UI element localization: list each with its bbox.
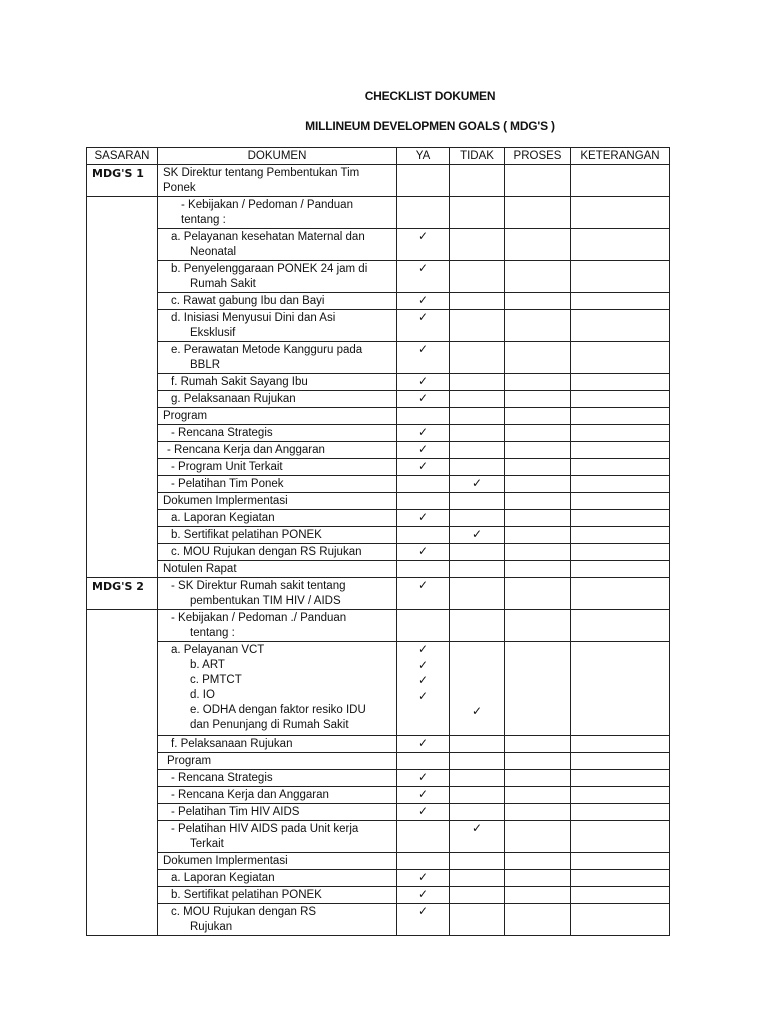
table-row <box>87 753 670 770</box>
sasaran-cell: MDG'S 2 <box>87 578 158 610</box>
dokumen-line: Notulen Rapat <box>163 563 237 575</box>
tidak-cell <box>450 229 505 261</box>
ya-cell <box>397 610 450 642</box>
keterangan-cell <box>571 870 670 887</box>
empty-mark <box>453 658 501 674</box>
tidak-cell <box>450 753 505 770</box>
table-header-row <box>87 148 670 165</box>
dokumen-line: b. Sertifikat pelatihan PONEK <box>171 529 322 541</box>
check-mark-icon: ✓ <box>417 293 429 307</box>
ya-cell <box>397 787 450 804</box>
ya-cell <box>397 887 450 904</box>
tidak-cell <box>450 642 505 736</box>
table-row <box>87 261 670 293</box>
ya-cell <box>397 229 450 261</box>
ya-cell <box>397 853 450 870</box>
dokumen-line: Eksklusif <box>190 327 236 339</box>
dokumen-line: Dokumen Implermentasi <box>163 855 288 867</box>
dokumen-line: f. Pelaksanaan Rujukan <box>171 738 293 750</box>
dokumen-line: - Rencana Strategis <box>171 427 273 439</box>
dokumen-cell <box>158 821 397 853</box>
table-row <box>87 887 670 904</box>
dokumen-line: dan Penunjang di Rumah Sakit <box>190 719 349 731</box>
keterangan-cell <box>571 165 670 197</box>
dokumen-line: BBLR <box>190 359 221 371</box>
keterangan-cell <box>571 408 670 425</box>
checklist-table <box>86 147 670 936</box>
table-row <box>87 493 670 510</box>
table-row <box>87 197 670 229</box>
dokumen-line: g. Pelaksanaan Rujukan <box>171 393 296 405</box>
keterangan-cell <box>571 510 670 527</box>
dokumen-line: Rumah Sakit <box>190 278 256 290</box>
empty-mark <box>453 673 501 689</box>
dokumen-cell <box>158 561 397 578</box>
dokumen-line: a. Laporan Kegiatan <box>171 872 275 884</box>
keterangan-cell <box>571 197 670 229</box>
tidak-cell <box>450 442 505 459</box>
table-row <box>87 293 670 310</box>
proses-cell <box>505 770 571 787</box>
dokumen-line: d. Inisiasi Menyusui Dini dan Asi <box>171 312 336 324</box>
dokumen-cell <box>158 787 397 804</box>
check-mark-icon: ✓ <box>417 578 429 592</box>
table-row <box>87 229 670 261</box>
proses-cell <box>505 544 571 561</box>
table-row <box>87 804 670 821</box>
proses-cell <box>505 904 571 936</box>
ya-cell <box>397 527 450 544</box>
table-row <box>87 853 670 870</box>
keterangan-cell <box>571 476 670 493</box>
tidak-cell <box>450 310 505 342</box>
table-row <box>87 904 670 936</box>
dokumen-line: - Rencana Kerja dan Anggaran <box>167 444 325 456</box>
check-mark-icon: ✓ <box>417 229 429 243</box>
proses-cell <box>505 610 571 642</box>
ya-cell <box>397 904 450 936</box>
table-row <box>87 459 670 476</box>
dokumen-cell <box>158 753 397 770</box>
proses-cell <box>505 821 571 853</box>
proses-cell <box>505 887 571 904</box>
tidak-cell <box>450 544 505 561</box>
dokumen-cell <box>158 310 397 342</box>
tidak-cell <box>450 425 505 442</box>
dokumen-cell <box>158 610 397 642</box>
tidak-cell <box>450 459 505 476</box>
dokumen-line: - Kebijakan / Pedoman / Panduan <box>181 199 353 211</box>
tidak-cell <box>450 561 505 578</box>
dokumen-line: c. MOU Rujukan dengan RS <box>171 906 317 918</box>
check-mark-icon: ✓ <box>417 804 429 818</box>
keterangan-cell <box>571 887 670 904</box>
dokumen-cell <box>158 544 397 561</box>
check-mark-icon: ✓ <box>471 704 483 718</box>
ya-cell <box>397 342 450 374</box>
dokumen-cell <box>158 408 397 425</box>
tidak-cell <box>450 293 505 310</box>
check-mark-icon: ✓ <box>417 688 429 703</box>
keterangan-cell <box>571 561 670 578</box>
keterangan-cell <box>571 293 670 310</box>
check-mark-icon: ✓ <box>417 736 429 750</box>
ya-cell <box>397 493 450 510</box>
tidak-cell <box>450 870 505 887</box>
ya-cell <box>397 197 450 229</box>
empty-mark <box>453 642 501 658</box>
check-mark-icon: ✓ <box>417 904 429 918</box>
keterangan-cell <box>571 853 670 870</box>
proses-cell <box>505 374 571 391</box>
ya-cell <box>397 736 450 753</box>
dokumen-line: a. Pelayanan VCT <box>171 644 265 656</box>
ya-cell <box>397 425 450 442</box>
check-mark-icon: ✓ <box>417 342 429 356</box>
ya-cell <box>397 374 450 391</box>
dokumen-cell <box>158 642 397 736</box>
dokumen-cell <box>158 425 397 442</box>
empty-mark <box>400 704 446 720</box>
dokumen-line: a. Pelayanan kesehatan Maternal dan <box>171 231 365 243</box>
column-header-keterangan: KETERANGAN <box>571 148 670 165</box>
dokumen-line: f. Rumah Sakit Sayang Ibu <box>171 376 308 388</box>
ya-cell <box>397 293 450 310</box>
table-row <box>87 510 670 527</box>
table-row <box>87 476 670 493</box>
document-title: CHECKLIST DOKUMEN <box>364 89 496 103</box>
keterangan-cell <box>571 578 670 610</box>
ya-cell <box>397 310 450 342</box>
keterangan-cell <box>571 229 670 261</box>
dokumen-cell <box>158 527 397 544</box>
proses-cell <box>505 561 571 578</box>
check-mark-icon: ✓ <box>417 657 429 672</box>
dokumen-cell <box>158 229 397 261</box>
column-header-proses: PROSES <box>505 148 571 165</box>
check-mark-icon: ✓ <box>417 442 429 456</box>
table-row <box>87 342 670 374</box>
keterangan-cell <box>571 753 670 770</box>
dokumen-line: c. PMTCT <box>190 674 242 686</box>
column-header-ya: YA <box>397 148 450 165</box>
ya-cell <box>397 578 450 610</box>
table-row <box>87 610 670 642</box>
dokumen-line: Neonatal <box>190 246 237 258</box>
dokumen-cell <box>158 442 397 459</box>
table-row <box>87 544 670 561</box>
dokumen-line: pembentukan TIM HIV / AIDS <box>190 595 341 607</box>
dokumen-cell <box>158 391 397 408</box>
check-mark-icon: ✓ <box>417 770 429 784</box>
tidak-cell <box>450 510 505 527</box>
dokumen-line: Rujukan <box>190 921 233 933</box>
proses-cell <box>505 391 571 408</box>
keterangan-cell <box>571 425 670 442</box>
table-row <box>87 821 670 853</box>
tidak-cell <box>450 342 505 374</box>
dokumen-line: - Pelatihan Tim HIV AIDS <box>171 806 300 818</box>
proses-cell <box>505 736 571 753</box>
proses-cell <box>505 310 571 342</box>
ya-cell <box>397 165 450 197</box>
ya-cell <box>397 459 450 476</box>
keterangan-cell <box>571 391 670 408</box>
tidak-cell <box>450 197 505 229</box>
tidak-cell <box>450 610 505 642</box>
column-header-dokumen: DOKUMEN <box>158 148 397 165</box>
tidak-cell <box>450 527 505 544</box>
empty-mark <box>453 689 501 705</box>
tidak-cell <box>450 165 505 197</box>
check-mark-icon: ✓ <box>417 510 429 524</box>
proses-cell <box>505 197 571 229</box>
dokumen-line: - Program Unit Terkait <box>171 461 283 473</box>
ya-cell <box>397 561 450 578</box>
proses-cell <box>505 342 571 374</box>
table-row <box>87 578 670 610</box>
tidak-cell <box>450 804 505 821</box>
dokumen-cell <box>158 197 397 229</box>
dokumen-cell <box>158 476 397 493</box>
dokumen-cell <box>158 870 397 887</box>
column-header-tidak: TIDAK <box>450 148 505 165</box>
keterangan-cell <box>571 493 670 510</box>
dokumen-line: Ponek <box>163 182 196 194</box>
tidak-cell <box>450 476 505 493</box>
proses-cell <box>505 165 571 197</box>
dokumen-cell <box>158 904 397 936</box>
dokumen-cell <box>158 736 397 753</box>
proses-cell <box>505 853 571 870</box>
ya-cell <box>397 476 450 493</box>
keterangan-cell <box>571 770 670 787</box>
table-row <box>87 527 670 544</box>
dokumen-cell <box>158 887 397 904</box>
proses-cell <box>505 787 571 804</box>
tidak-cell <box>450 261 505 293</box>
sasaran-cell <box>87 610 158 936</box>
check-mark-icon: ✓ <box>417 459 429 473</box>
proses-cell <box>505 870 571 887</box>
table-row <box>87 310 670 342</box>
proses-cell <box>505 229 571 261</box>
proses-cell <box>505 476 571 493</box>
ya-cell <box>397 821 450 853</box>
dokumen-cell <box>158 374 397 391</box>
tidak-cell <box>450 904 505 936</box>
tidak-cell <box>450 391 505 408</box>
ya-cell <box>397 391 450 408</box>
tidak-cell <box>450 787 505 804</box>
check-mark-icon: ✓ <box>417 887 429 901</box>
proses-cell <box>505 578 571 610</box>
dokumen-cell <box>158 510 397 527</box>
keterangan-cell <box>571 310 670 342</box>
tidak-cell <box>450 821 505 853</box>
ya-cell <box>397 753 450 770</box>
document-subtitle: MILLINEUM DEVELOPMEN GOALS ( MDG'S ) <box>305 119 555 133</box>
ya-cell <box>397 544 450 561</box>
table-row <box>87 165 670 197</box>
keterangan-cell <box>571 804 670 821</box>
table-row <box>87 870 670 887</box>
dokumen-line: SK Direktur tentang Pembentukan Tim <box>163 167 360 179</box>
proses-cell <box>505 510 571 527</box>
check-mark-icon: ✓ <box>417 642 429 656</box>
keterangan-cell <box>571 459 670 476</box>
dokumen-cell <box>158 165 397 197</box>
dokumen-line: b. Penyelenggaraan PONEK 24 jam di <box>171 263 368 275</box>
tidak-cell <box>450 374 505 391</box>
dokumen-line: Program <box>167 755 212 767</box>
check-mark-icon: ✓ <box>417 374 429 388</box>
check-mark-icon: ✓ <box>471 527 483 541</box>
ya-cell <box>397 510 450 527</box>
proses-cell <box>505 753 571 770</box>
keterangan-cell <box>571 442 670 459</box>
dokumen-line: - Rencana Strategis <box>171 772 273 784</box>
dokumen-cell <box>158 342 397 374</box>
dokumen-line: a. Laporan Kegiatan <box>171 512 275 524</box>
dokumen-line: - SK Direktur Rumah sakit tentang <box>171 580 346 592</box>
dokumen-line: c. Rawat gabung Ibu dan Bayi <box>171 295 325 307</box>
dokumen-line: tentang : <box>190 627 235 639</box>
tidak-cell <box>450 408 505 425</box>
dokumen-cell <box>158 493 397 510</box>
table-row <box>87 425 670 442</box>
proses-cell <box>505 293 571 310</box>
table-row <box>87 391 670 408</box>
ya-cell <box>397 870 450 887</box>
dokumen-cell <box>158 459 397 476</box>
keterangan-cell <box>571 787 670 804</box>
proses-cell <box>505 442 571 459</box>
ya-cell <box>397 408 450 425</box>
ya-cell <box>397 770 450 787</box>
ya-cell <box>397 261 450 293</box>
dokumen-cell <box>158 770 397 787</box>
tidak-cell <box>450 493 505 510</box>
dokumen-line: Terkait <box>190 838 224 850</box>
dokumen-line: e. ODHA dengan faktor resiko IDU <box>190 704 366 716</box>
ya-cell <box>397 804 450 821</box>
ya-cell <box>397 642 450 736</box>
column-header-sasaran: SASARAN <box>87 148 158 165</box>
dokumen-cell <box>158 578 397 610</box>
check-mark-icon: ✓ <box>417 787 429 801</box>
tidak-cell <box>450 770 505 787</box>
sasaran-cell <box>87 197 158 578</box>
keterangan-cell <box>571 642 670 736</box>
check-mark-icon: ✓ <box>417 673 429 687</box>
proses-cell <box>505 642 571 736</box>
dokumen-line: b. ART <box>190 659 225 671</box>
table-row <box>87 642 670 736</box>
dokumen-line: Dokumen Implermentasi <box>163 495 288 507</box>
keterangan-cell <box>571 544 670 561</box>
proses-cell <box>505 408 571 425</box>
check-mark-icon: ✓ <box>417 391 429 405</box>
sasaran-cell: MDG'S 1 <box>87 165 158 197</box>
dokumen-line: b. Sertifikat pelatihan PONEK <box>171 889 322 901</box>
check-mark-icon: ✓ <box>471 821 483 835</box>
check-mark-icon: ✓ <box>471 476 483 490</box>
tidak-cell <box>450 736 505 753</box>
proses-cell <box>505 493 571 510</box>
dokumen-line: c. MOU Rujukan dengan RS Rujukan <box>171 546 362 558</box>
keterangan-cell <box>571 374 670 391</box>
dokumen-line: - Rencana Kerja dan Anggaran <box>171 789 329 801</box>
keterangan-cell <box>571 904 670 936</box>
empty-mark <box>400 720 446 736</box>
table-row <box>87 442 670 459</box>
table-row <box>87 770 670 787</box>
dokumen-cell <box>158 804 397 821</box>
table-row <box>87 374 670 391</box>
dokumen-line: tentang : <box>181 214 226 226</box>
dokumen-cell <box>158 261 397 293</box>
table-row <box>87 561 670 578</box>
dokumen-line: e. Perawatan Metode Kangguru pada <box>171 344 363 356</box>
tidak-cell <box>450 578 505 610</box>
dokumen-cell <box>158 853 397 870</box>
keterangan-cell <box>571 736 670 753</box>
keterangan-cell <box>571 821 670 853</box>
check-mark-icon: ✓ <box>417 544 429 558</box>
tidak-cell <box>450 887 505 904</box>
check-mark-icon: ✓ <box>417 425 429 439</box>
table-body <box>87 165 670 936</box>
keterangan-cell <box>571 261 670 293</box>
dokumen-line: - Pelatihan Tim Ponek <box>171 478 284 490</box>
dokumen-line: d. IO <box>190 689 215 701</box>
dokumen-line: - Pelatihan HIV AIDS pada Unit kerja <box>171 823 359 835</box>
empty-mark <box>453 720 501 736</box>
proses-cell <box>505 261 571 293</box>
check-mark-icon: ✓ <box>417 310 429 324</box>
check-mark-icon: ✓ <box>417 870 429 884</box>
dokumen-cell <box>158 293 397 310</box>
proses-cell <box>505 527 571 544</box>
table-row <box>87 736 670 753</box>
proses-cell <box>505 804 571 821</box>
keterangan-cell <box>571 527 670 544</box>
proses-cell <box>505 459 571 476</box>
ya-cell <box>397 442 450 459</box>
keterangan-cell <box>571 610 670 642</box>
proses-cell <box>505 425 571 442</box>
keterangan-cell <box>571 342 670 374</box>
table-row <box>87 408 670 425</box>
dokumen-line: - Kebijakan / Pedoman ./ Panduan <box>171 612 347 624</box>
check-mark-icon: ✓ <box>417 261 429 275</box>
tidak-cell <box>450 853 505 870</box>
dokumen-line: Program <box>163 410 208 422</box>
table-row <box>87 787 670 804</box>
